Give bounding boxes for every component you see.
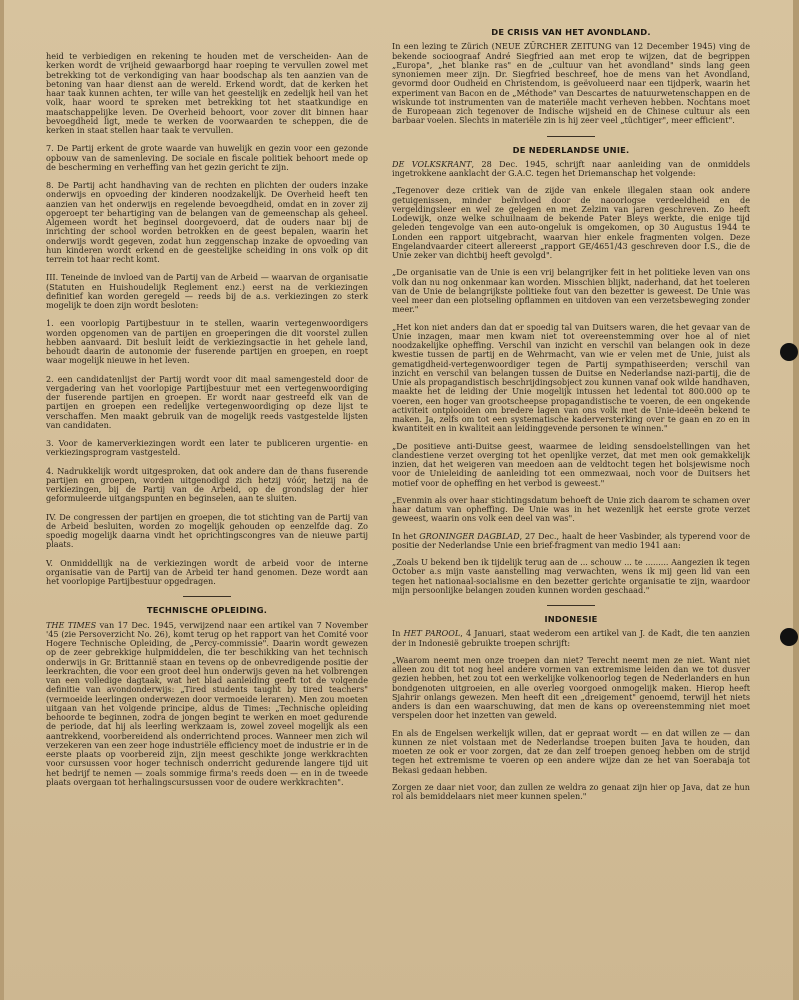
paragraph-parool: [392, 629, 750, 648]
paragraph-volkskrant: [392, 160, 750, 179]
source-het-parool: HET PAROOL: [403, 628, 461, 639]
section-title-technische-opleiding: TECHNISCHE OPLEIDING.: [146, 605, 268, 616]
paragraph-unie-quote-1: „Tegenover deze critiek van de zijde van enkele illegalen staan ook andere getuigenissen, minder beïnvloed door de naoorlogse verdeeldheid en de vergeldingsleer en wel ze gelegen en met Zelzim van jaren geschreven. Zo heeft Lodewijk, onze welke schuilnaam de bekende Pater Bleys werkte, die enige tijd geleden tengevolge van een auto-ongeluk is omgekomen, op 30 Augustus 1944 te Londen een rapport uitgebracht, waarvan hier enkele fragmenten volgen. Deze Engelandvaarder citeert allereerst „rapport GE/4651/43 geschreven door I.S., die de Unie zeker van dichtbij heeft gevolgd".: [392, 185, 750, 260]
paragraph-parool-prefix: In: [392, 628, 404, 639]
paragraph-7: 7. De Partij erkent de grote waarde van huwelijk en gezin voor een gezonde opbouw van de samenleving. De sociale en fiscale politiek behoort mede op de bescherming en verheffing van het gezin gericht te zijn.: [46, 143, 368, 172]
paragraph-groninger: [392, 532, 750, 551]
paragraph-unie-quote-4: „De positieve anti-Duitse geest, waarmee de leiding sensdoelstellingen van het clandestiene verzet overging tot het openlijke verzet, dat met men ook gemakkelijk inzien, dat het weigeren van meedoen aan de veldtocht tegen het bolsjewisme noch voor de Unieleiding de aanleiding tot een ommezwaai, noch voor de Duitsers het motief voor de opheffing en het verbod is geweest.": [392, 440, 750, 488]
left-column: [46, 52, 368, 796]
section-divider: [547, 605, 595, 606]
paragraph-groninger-prefix: In het: [392, 530, 420, 541]
paragraph-8: 8. De Partij acht handhaving van de rechten en plichten der ouders inzake onderwijs en opvoeding der kinderen noodzakelijk. De Overheid heeft ten aanzien van het onderwijs en regelende bevoegdheid, omdat en in zover zij opgeroept ter behartiging van de belangen van de gemeenschap als geheel. Algemeen wordt het beginsel doorgevoerd, dat de ouders naar bij de inrichting der school worden betrokken en de geest bepalen, waarin het onderwijs wordt gegeven, zodat hun zeggenschap inzake de opvoeding van hun kinderen wordt erkend en de geestelijke scheiding in ons volk op dit terrein tot haar recht komt.: [46, 180, 368, 264]
paragraph-parool-text: , 4 Januari, staat wederom een artikel van J. de Kadt, die ten aanzien der in Indonesië gebruikte troepen schrijft:: [392, 628, 750, 648]
section-title-unie: DE NEDERLANDSE UNIE.: [512, 144, 630, 155]
paragraph-iv: IV. De congressen der partijen en groepen, die tot stichting van de Partij van de Arbeid besluiten, worden zo mogelijk gehouden op eenzelfde dag. Zo spoedig mogelijk daarna vindt het oprichtingscongres van de nieuwe partij plaats.: [46, 511, 368, 550]
paragraph-v: V. Onmiddellijk na de verkiezingen wordt de arbeid voor de interne organisatie van de Partij van de Arbeid ter hand genomen. Deze wordt aan het voorlopige Partijbestuur opgedragen.: [46, 557, 368, 586]
section-title-indonesie: INDONESIE: [544, 614, 598, 624]
paragraph-iii-3: 3. Voor de kamerverkiezingen wordt een later te publiceren urgentie- en verkiezingsprogram vastgesteld.: [46, 438, 368, 458]
paragraph-iii-4: 4. Nadrukkelijk wordt uitgesproken, dat ook andere dan de thans fuserende partijen en groepen, worden uitgenodigd zich hetzij vóór, hetzij na de verkiezingen, bij de Partij van de Arbeid, op de grondslag der hier geformuleerde uitgangspunten en beginselen, aan te sluiten.: [46, 465, 368, 504]
paragraph-crisis: In een lezing te Zürich (NEUE ZÜRCHER ZEITUNG van 12 December 1945) ving de bekende socioograaf André Siegfried aan met erop te wijzen, dat de begrippen „Europa", „het blanke ras" en de „cultuur van het avondland" sinds lang geen synoniemen meer zijn. Dr. Siegfried beschreef, hoe de mens van het Avondland, gevormd door Oudheid en Christendom, is geëvolueerd naar een tijdperk, waarin het experiment van Bacon en de „Méthode" van Descartes de natuurwetenschappen en de wiskunde tot instrumenten van de materiële macht verheven hebben. Nochtans moet de Europeaan zich tegenover de Indische wijsheid en de Chinese cultuur als een barbaar voelen. Slechts in materiële zin is hij zeer veel „tüchtiger", meer efficient".: [392, 41, 750, 126]
paragraph-indonesie-quote-3: Zorgen ze daar niet voor, dan zullen ze weldra zo genaat zijn hier op Java, dat ze hun rol als bemiddelaars niet meer kunnen spelen.": [392, 781, 750, 801]
paragraph-times-text: van 17 Dec. 1945, verwijzend naar een artikel van 7 November '45 (zie Persoverzicht No. 26), komt terug op het rapport van het Comité voor Hogere Technische Opleiding, de „Percy-commissie". Daarin wordt gewezen op de zeer gebrekkige hulpmiddelen, die ter beschikking van het technisch onderwijs in Gr. Brittannië staan en tevens op de onbevredigende positie der leerkrachten, die voor een groot deel hun onderwijs geven na het volbrengen van een volledige dagtaak, wat het blad aanleiding geeft tot de volgende definitie van avondonderwijs: „Tired students taught by tired teachers" (vermoeide leerlingen onderwezen door vermoeide leraren). Men zou moeten uitgaan van het volgende principe, aldus de Times: „Technische opleiding behoorde te beginnen, zodra de jongen begint te werken en moet gedurende de periode, dat hij als leerling werkzaam is, zowel zoveel mogelijk als een aantrekkend, voorbereidend als onderrichtend proces. Wanneer men zich wil verzekeren van een zeer hoge industriële efficiency moet de industrie er in de eerste plaats op voorbereid zijn, zijn meest geschikte jonge werkkrachten voor cursussen voor hoger technisch onderricht gedurende langere tijd uit het bedrijf te nemen — zoals sommige firma's reeds doen — en in de tweede plaats overgaan tot herhalingscursussen voor de oudere werkkrachten".: [46, 619, 368, 787]
paragraph-unie-quote-3: „Het kon niet anders dan dat er spoedig tal van Duitsers waren, die het gevaar van de Unie inzagen, maar men kwam niet tot overeenstemming over hoe al of niet noodzakelijke opheffing. Verschil van inzicht en verschil van belangen ook in deze kwestie tussen de partij en de Wehrmacht, van wie er velen met de Unie, juist als gematigdheid-vertegenwoordiger tegen de Partij sympathiseerden; verschil van inzicht en verschil van belangen tussen de Duitse en Nederlandse nazi-partij, die de Unie als propagandistisch beschrijdingsobject zou kunnen vanaf ook wilde handhaven, maakte het de leiding der Unie mogelijk intussen het ledental tot 800.000 op te voeren, een hoger van grootscheepse propagandistische te voeren, de een ongekende activiteit ontplooiden om bredere lagen van ons volk met de Unie-ideeën bekend te maken. Ja, zelfs om tot een systematische kaderversterking over te gaan en zo en in kwantiteit en in kwaliteit aan leidinggevende personen te winnen.": [392, 321, 750, 434]
paragraph-iii-1: 1. een voorlopig Partijbestuur in te stellen, waarin vertegenwoordigers worden opgenomen van de partijen en groeperingen die dit voorstel zullen hebben aanvaard. Dit besluit leidt de verkiezingsactie in het gehele land, behoudt daarin de autonomie der fuserende partijen en groepen, en roept waar mogelijk nieuwe in het leven.: [46, 318, 368, 366]
paragraph-groninger-text: , 27 Dec., haalt de heer Vasbinder, als typerend voor de positie der Nederlandse Unie een brief-fragment van medio 1941 aan:: [392, 530, 751, 550]
right-column: [392, 28, 750, 809]
punch-hole-upper: [780, 343, 798, 361]
paragraph-indonesie-quote-2: En als de Engelsen werkelijk willen, dat er gepraat wordt — en dat willen ze — dan kunnen ze niet volstaan met de Nederlandse troepen buiten Java te houden, dan moeten ze ook er voor zorgen, dat ze dan zelf troepen genoeg hebben om de strijd tegen het extremisme te voeren op een andere wijze dan ze het van Soerabaja tot Bekasi gedaan hebben.: [392, 727, 750, 775]
paragraph-times: [46, 621, 368, 788]
paragraph-unie-quote-2: „De organisatie van de Unie is een vrij belangrijker feit in het politieke leven van ons volk dan nu nog onkenmaar kan worden. Misschien blijkt, naderhand, dat het toeleren van de Unie de belangrijkste politieke fout van den bezetter is geweest. De Unie was veel meer dan een plotseling opflammen en uitdoven van een verzetsbeweging zonder meer.": [392, 267, 750, 315]
paragraph-iii-2: 2. een candidatenlijst der Partij wordt voor dit maal samengesteld door de vergadering van het voorlopige Partijbestuur met een vertegenwoordiging der fuserende partijen en groepen. Er wordt naar gestreefd elk van de partijen en groepen een redelijke vertegenwoordiging op deze lijst te verschaffen. Men maakt gebruik van de mogelijk reeds vastgestelde lijsten van candidaten.: [46, 373, 368, 430]
section-divider: [183, 596, 231, 597]
page-edge-left: [0, 0, 4, 1000]
punch-hole-lower: [780, 628, 798, 646]
paragraph-indonesie-quote-1: „Waarom neemt men onze troepen dan niet? Terecht neemt men ze niet. Want niet alleen zou dit tot nog heel andere vormen van extremisme leiden dan we tot dusver gezien hebben, het zou tot een werkelijke volkenoorlog tegen de Nederlanders en hun bondgenoten uitgroeien, en alle overleg voorgoed onmogelijk maken. Hierop heeft Sjahrir onlangs gewezen. Men heeft dit een „dreigement" genoemd, terwijl het niets anders is dan een waarschuwing, dat men de kans op overeenstemming niet moet verspelen door het inzetten van geweld.: [392, 654, 750, 721]
paragraph-letter-fragment: „Zoals U bekend ben ik tijdelijk terug aan de ... schouw ... te ......... Aangezien ik tegen October a.s mijn vaste aanstelling mag verwachten, wens ik mij geen lid van een tegen het nationaal-socialisme en den bezetter gerichte organisatie te zijn, waardoor mijn persoonlijke belangen zouden kunnen worden geschaad.": [392, 557, 750, 595]
section-divider: [547, 136, 595, 137]
page-edge-right: [793, 0, 799, 1000]
source-volkskrant: DE VOLKSKRANT: [392, 158, 472, 169]
section-title-crisis: DE CRISIS VAN HET AVONDLAND.: [491, 27, 651, 37]
paragraph-unie-quote-5: „Evenmin als over haar stichtingsdatum behoeft de Unie zich daarom te schamen over haar datum van opheffing. De Unie was in het wezenlijk het eerste grote verzet geweest, waarin ons volk een deel van was".: [392, 494, 750, 524]
source-the-times: THE TIMES: [46, 619, 97, 630]
paragraph-volkskrant-text: , 28 Dec. 1945, schrijft naar aanleiding van de onmiddels ingetrokkene aanklacht der G.A.C. tegen het Driemanschap het volgende:: [392, 158, 750, 178]
source-groninger-dagblad: GRONINGER DAGBLAD: [419, 530, 520, 541]
paragraph-intro: heid te verbiedigen en rekening te houden met de verscheiden- Aan de kerken wordt de vrijheid gewaarborgd haar roeping te vervullen zowel met betrekking tot de verkondiging van haar boodschap als ten aanzien van de betoning van haar dienst aan de wereld. Erkend wordt, dat de kerken het haar taak kunnen achten, ter wille van het geestelijk en zedelijk heil van het volk, haar woord te spreken met betrekking tot het staatkundige en maatschappelijke leven. De Overheid behoort, voor zover dit binnen haar bevoegdheid ligt, mede te werken de voorwaarden te scheppen, die de kerken in staat stellen haar taak te vervullen.: [46, 51, 368, 135]
paragraph-iii: III. Teneinde de invloed van de Partij van de Arbeid — waarvan de organisatie (Statuten en Huishoudelijk Reglement enz.) eerst na de verkiezingen definitief kan worden geregeld — reeds bij de a.s. verkiezingen zo sterk mogelijk te doen zijn wordt besloten:: [46, 272, 368, 310]
